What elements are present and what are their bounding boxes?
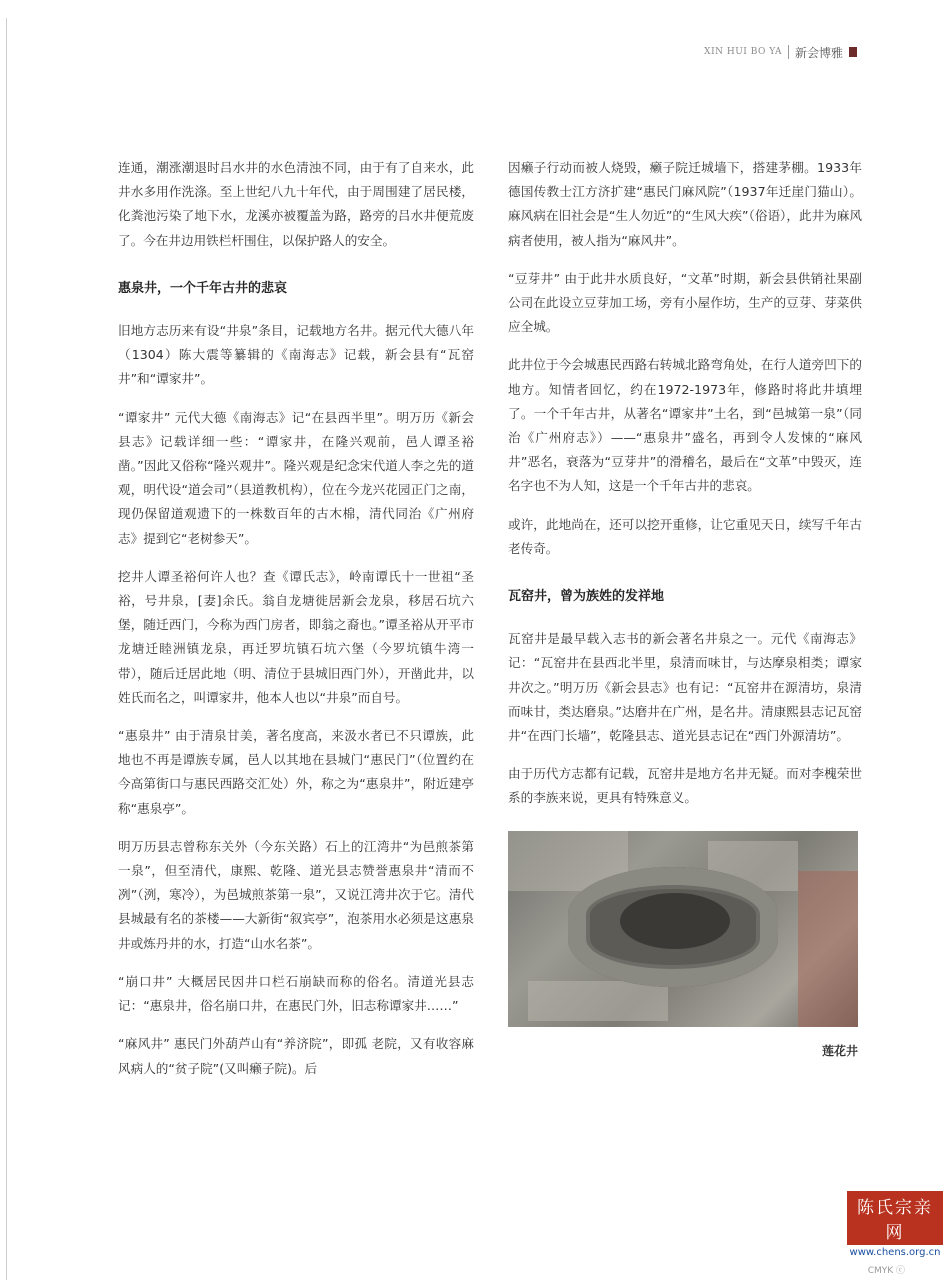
paragraph: 挖井人谭圣裕何许人也？查《谭氏志》，岭南谭氏十一世祖“圣裕，号井泉，[妻]余氏。翁自龙塘徙居新会龙泉，移居石坑六堡，随迁西门，今称为西门房者，即翁之裔也。”谭圣裕从开平市龙塘迁睦洲镇龙泉，再迁罗坑镇石坑六堡（今罗坑镇牛湾一带），随后迁居此地（明、清位于县城旧西门外），开凿此井，以姓氏而名之，叫谭家井，他本人也以“井泉”而自号。 — [118, 568, 474, 705]
photo-caption: 莲花井 — [821, 1043, 858, 1058]
watermark-title: 陈氏宗亲网 — [847, 1191, 943, 1245]
paragraph: 明万历县志曾称东关外（今东关路）石上的江湾井“为邑煎茶第一泉”，但至清代，康熙、乾隆、道光县志赞誉惠泉井“清而不冽”（洌，寒冷），为邑城煎茶第一泉”，又说江湾井次于它。清代县城最有名的茶楼——大新街“叙宾亭”，泡茶用水必须是这惠泉井或炼丹井的水，打造“山水名茶”。 — [118, 838, 474, 951]
header-square-icon — [849, 47, 857, 57]
page-left-edge — [6, 18, 7, 1280]
paragraph: 此井位于今会城惠民西路右转城北路弯角处，在行人道旁凹下的地方。知情者回忆，约在1972-1973年，修路时将此井填埋了。一个千年古井，从著名“谭家井”土名，到“邑城第一泉”（同治《广州府志》）——“惠泉井”盛名，再到令人发悚的“麻风井”恶名，衰落为“豆芽井”的滑稽名，最后在“文革”中毁灭，连名字也不为人知，这是一个千年古井的悲哀。 — [508, 357, 862, 494]
left-column — [118, 156, 474, 1095]
paragraph: “崩口井” 大概居民因井口栏石崩缺而称的俗名。清道光县志记：“惠泉井，俗名崩口井，在惠民门外，旧志称谭家井……” — [118, 973, 474, 1014]
header-english: XIN HUI BO YA — [704, 47, 782, 57]
watermark-url: www.chens.org.cn — [849, 1247, 941, 1258]
running-header — [704, 42, 857, 62]
section-heading: 瓦窑井，曾为族姓的发祥地 — [508, 589, 665, 605]
section-heading: 惠泉井，一个千年古井的悲哀 — [118, 280, 288, 296]
paragraph: 旧地方志历来有设“井泉”条目，记载地方名井。据元代大德八年（1304）陈大震等纂辑的《南海志》记载，新会县有“瓦窑井”和“谭家井”。 — [118, 323, 474, 387]
header-divider — [788, 45, 789, 59]
page-top-edge — [0, 0, 949, 18]
site-watermark — [847, 1191, 943, 1258]
paragraph: “豆芽井” 由于此井水质良好，“文革”时期，新会县供销社果副公司在此设立豆芽加工场，旁有小屋作坊，生产的豆芽、芽菜供应全城。 — [508, 270, 862, 335]
paragraph: “麻风井” 惠民门外葫芦山有“养济院”，即孤 老院，又有收容麻风病人的“贫子院”(又叫癞子院)。后 — [118, 1036, 474, 1076]
paragraph: 由于历代方志都有记载，瓦窑井是地方名井无疑。而对李槐荣世系的李族来说，更具有特殊意义。 — [508, 766, 862, 806]
well-photo — [508, 831, 858, 1027]
photo-paving-tile — [528, 981, 668, 1021]
paragraph: “惠泉井” 由于清泉甘美，著名度高，来汲水者已不只谭族，此地也不再是谭族专属，邑人以其地在县城门“惠民门”（位置约在今高第街口与惠民西路交汇处）外，称之为“惠泉井”，附近建亭称“惠泉亭”。 — [118, 728, 474, 816]
photo-well-opening — [620, 893, 730, 949]
photo-brick-area — [798, 871, 858, 1027]
paragraph: 因癞子行动而被人烧毁，癞子院迁城墙下，搭建茅棚。1933年德国传教士江方济扩建“惠民门麻风院”（1937年迁崖门猫山）。麻风病在旧社会是“生人勿近”的“生风大疾”（俗语），此井为麻风病者使用，被人指为“麻风井”。 — [508, 160, 862, 248]
paragraph: 瓦窑井是最早载入志书的新会著名井泉之一。元代《南海志》记：“瓦窑井在县西北半里，泉清而味甘，与达摩泉相类；谭家井次之。”明万历《新会县志》也有记：“瓦窑井在源清坊，泉清而味甘，类达磨泉。”达磨井在广州，是名井。清康熙县志记瓦窑井“在西门长墙”，乾隆县志、道光县志记在“西门外源清坊”。 — [508, 631, 862, 744]
print-mark: CMYK ⓒ — [867, 1266, 905, 1276]
header-chinese: 新会博雅 — [794, 45, 843, 60]
right-column — [508, 156, 862, 1063]
paragraph: 连通，潮涨潮退时吕水井的水色清浊不同，由于有了自来水，此井水多用作洗涤。至上世纪八九十年代，由于周围建了居民楼，化粪池污染了地下水，龙溪亦被覆盖为路，路旁的吕水井便荒废了。今在井边用铁栏杆围住，以保护路人的安全。 — [118, 160, 474, 248]
paragraph: 或许，此地尚在，还可以挖开重修，让它重见天日，续写千年古老传奇。 — [508, 516, 862, 556]
paragraph: “谭家井” 元代大德《南海志》记“在县西半里”。明万历《新会县志》记载详细一些：“谭家井，在隆兴观前，邑人谭圣裕凿。”因此又俗称“隆兴观井”。隆兴观是纪念宋代道人李之先的道观，明代设“道会司”（县道教机构），位在今龙兴花园正门之南，现仍保留道观遗下的一株数百年的古木棉，清代同治《广州府志》提到它“老树参天”。 — [118, 409, 474, 546]
